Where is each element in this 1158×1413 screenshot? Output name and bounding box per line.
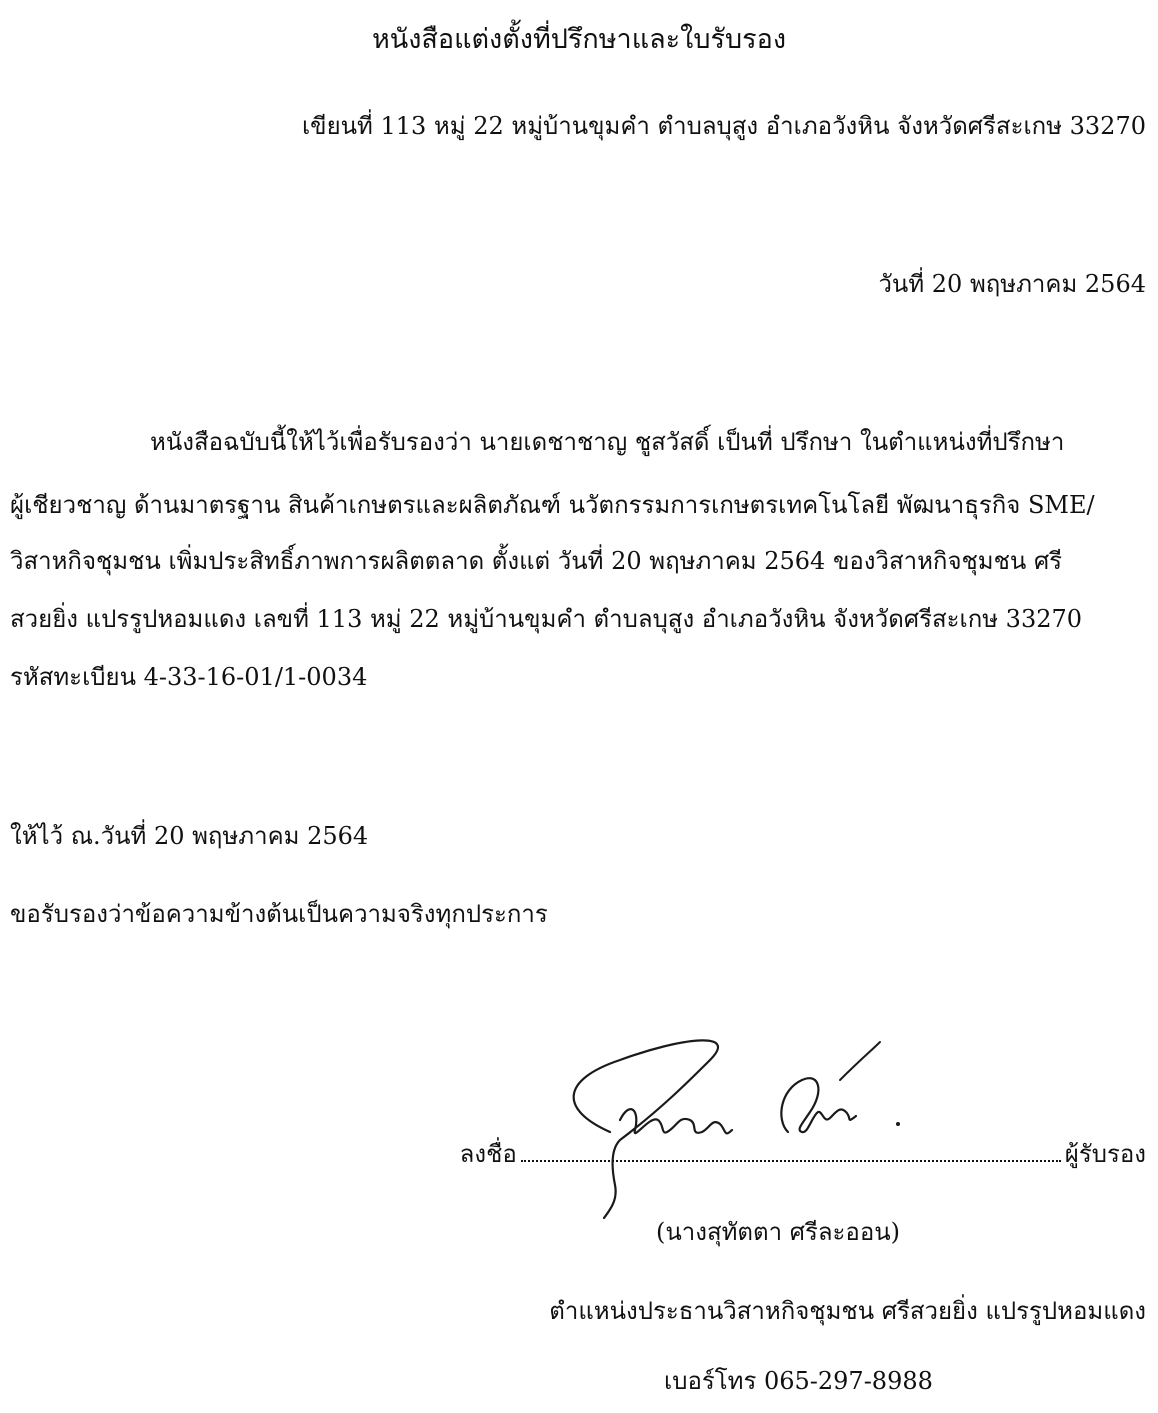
paragraph-line: หนังสือฉบับนี้ให้ไว้เพื่อรับรองว่า นายเดชาชาญ ชูสวัสดิ์ เป็นที่ ปรึกษา ในตำแหน่งที่ปรึกษา bbox=[150, 428, 1065, 456]
signer-name: (นางสุทัตตา ศรีละออน) bbox=[656, 1218, 901, 1246]
signature-line bbox=[460, 1138, 1146, 1170]
certification-statement: ขอรับรองว่าข้อความข้างต้นเป็นความจริงทุกประการ bbox=[10, 900, 548, 928]
given-date: ให้ไว้ ณ.วันที่ 20 พฤษภาคม 2564 bbox=[10, 822, 369, 850]
document-title: หนังสือแต่งตั้งที่ปรึกษาและใบรับรอง bbox=[371, 24, 787, 55]
handwritten-signature bbox=[540, 1020, 920, 1220]
signature-dotted-line bbox=[521, 1138, 1061, 1162]
certifier-role-label: ผู้รับรอง bbox=[1064, 1140, 1146, 1168]
sign-label: ลงชื่อ bbox=[459, 1140, 517, 1168]
paragraph-line: ผู้เชียวชาญ ด้านมาตรฐาน สินค้าเกษตรและผลิตภัณฑ์ นวัตกรรมการเกษตรเทคโนโลยี พัฒนาธุรกิจ SME/ bbox=[10, 491, 1095, 519]
paragraph-line: วิสาหกิจชุมชน เพิ่มประสิทธิ์ภาพการผลิตตลาด ตั้งแต่ วันที่ 20 พฤษภาคม 2564 ของวิสาหกิจชุมชน ศรี bbox=[10, 547, 1063, 575]
written-at-address: เขียนที่ 113 หมู่ 22 หมู่บ้านขุมคำ ตำบลบุสูง อำเภอวังหิน จังหวัดศรีสะเกษ 33270 bbox=[301, 112, 1146, 140]
document-date: วันที่ 20 พฤษภาคม 2564 bbox=[878, 270, 1146, 298]
paragraph-line: สวยยิ่ง แปรรูปหอมแดง เลขที่ 113 หมู่ 22 หมู่บ้านขุมคำ ตำบลบุสูง อำเภอวังหิน จังหวัดศรีสะเกษ 33270 bbox=[10, 605, 1083, 633]
signer-position: ตำแหน่งประธานวิสาหกิจชุมชน ศรีสวยยิ่ง แปรรูปหอมแดง bbox=[549, 1297, 1146, 1325]
registration-code-line: รหัสทะเบียน 4-33-16-01/1-0034 bbox=[10, 663, 368, 691]
signer-phone: เบอร์โทร 065-297-8988 bbox=[664, 1367, 933, 1395]
